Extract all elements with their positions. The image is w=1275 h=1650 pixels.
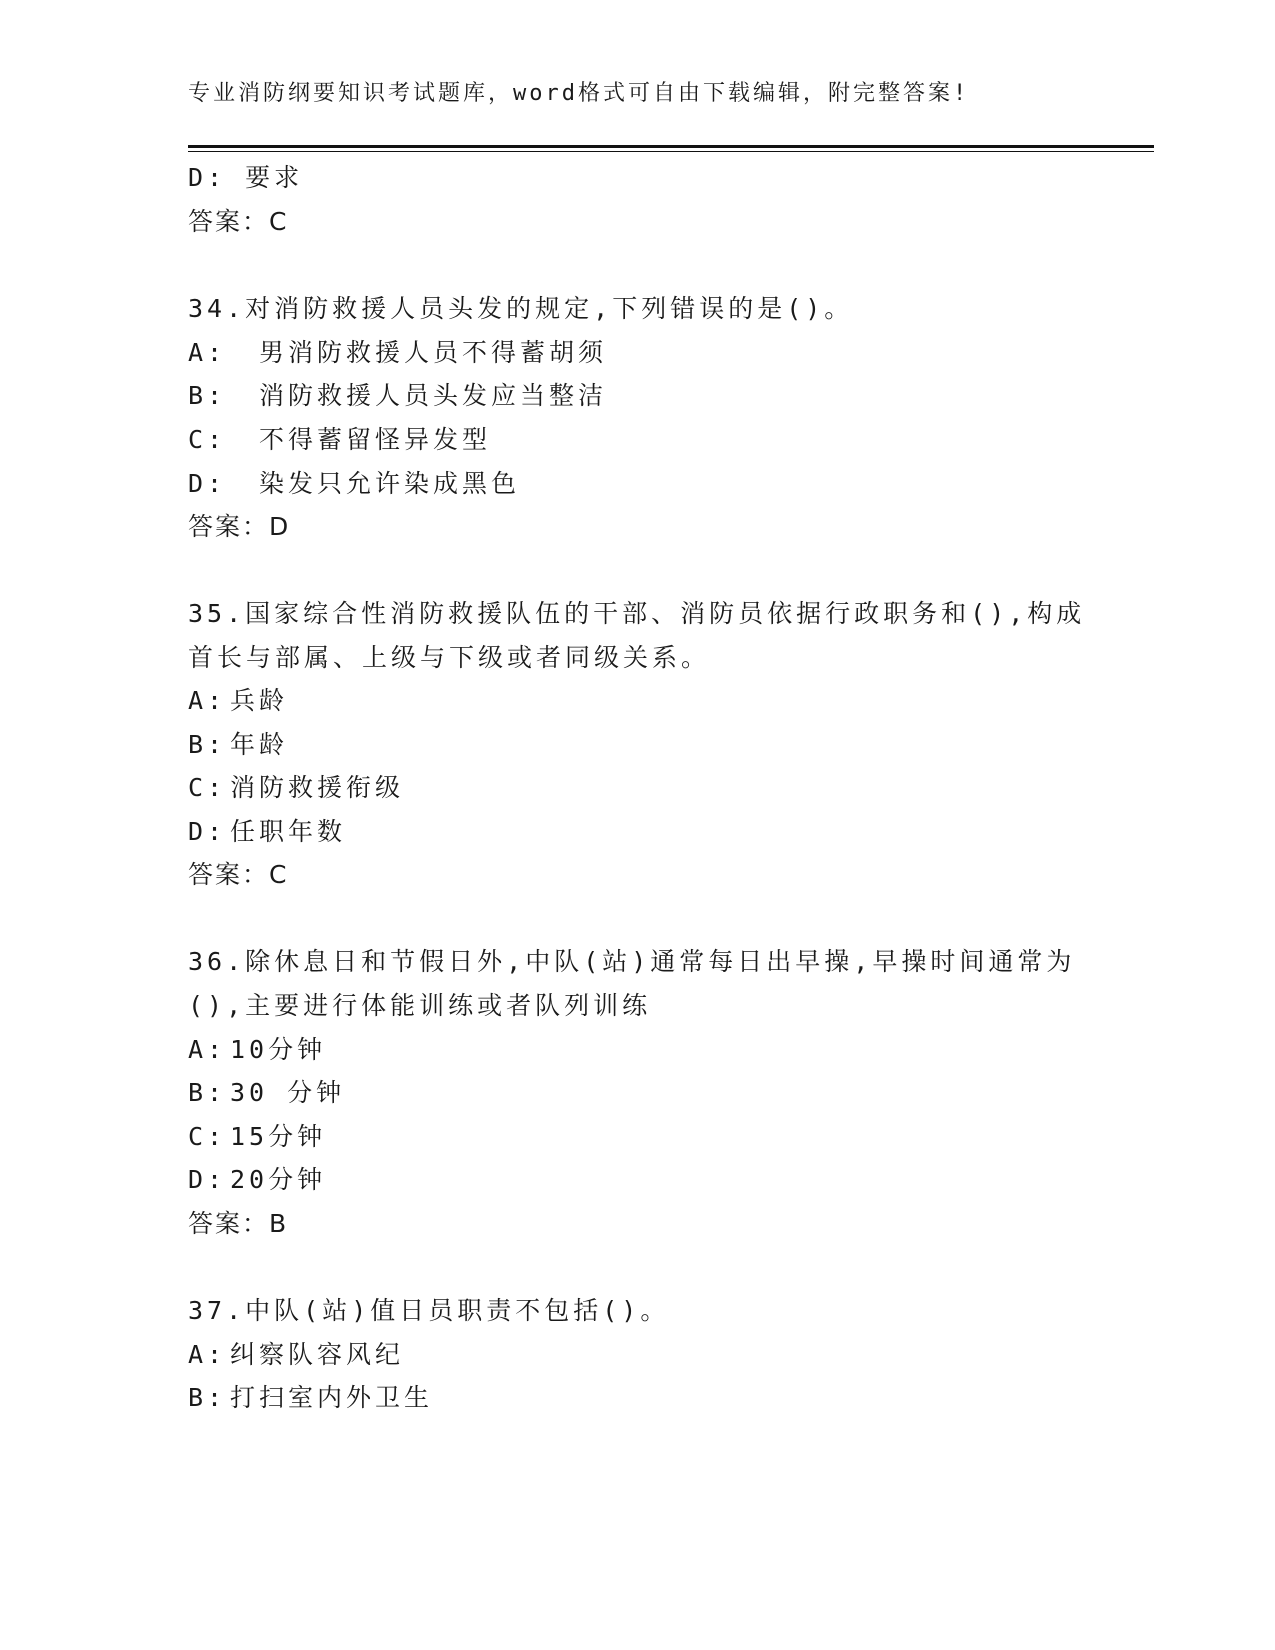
question-36-option-d [188,1163,326,1197]
option-text: 30 分钟 [230,1078,346,1107]
question-36-answer: 答案：B [188,1209,289,1238]
option-label: D: [188,817,227,846]
question-37-stem: 37.中队(站)值日员职责不包括()。 [188,1296,670,1325]
option-label: A: [188,1340,227,1369]
option-label: B: [188,1383,227,1412]
question-34-option-c [188,423,491,457]
question-34-answer: 答案：D [188,512,291,541]
question-36-option-c [188,1120,326,1154]
option-label: A: [188,686,227,715]
page-header: 专业消防纲要知识考试题库，word格式可自由下载编辑，附完整答案! [188,81,970,106]
option-label: C: [188,425,227,454]
answer-line: 答案：C [188,207,289,236]
question-35-option-c [188,771,404,805]
header-rule-thick [188,145,1154,148]
option-text: 消防救援人员头发应当整洁 [240,381,608,410]
option-label: C: [188,773,227,802]
question-36-option-b [188,1076,345,1110]
option-text: 消防救援衔级 [230,773,405,802]
option-text: 男消防救援人员不得蓄胡须 [240,338,608,367]
option-label: C: [188,1122,227,1151]
option-text: 20分钟 [230,1165,327,1194]
option-label: D: [188,163,227,192]
option-text: 15分钟 [230,1122,327,1151]
question-35-stem-line-1: 35.国家综合性消防救援队伍的干部、消防员依据行政职务和(),构成 [188,599,1086,628]
option-text: 不得蓄留怪异发型 [240,425,492,454]
option-label: B: [188,730,227,759]
option-text: 要求 [245,163,304,192]
question-35-option-b [188,728,288,762]
question-36-stem-line-2: (),主要进行体能训练或者队列训练 [188,991,652,1020]
question-37-option-b [188,1381,433,1415]
question-35-stem-line-2: 首长与部属、上级与下级或者同级关系。 [188,643,711,672]
option-label: D: [188,1165,227,1194]
option-label: A: [188,1035,227,1064]
option-label: B: [188,381,227,410]
option-text: 任职年数 [230,817,347,846]
option-d [188,161,303,195]
option-label: A: [188,338,227,367]
header-rule-thin [188,151,1154,152]
question-37-option-a [188,1338,404,1372]
option-text: 染发只允许染成黑色 [240,469,521,498]
question-36-option-a [188,1033,326,1067]
option-text: 年龄 [230,730,289,759]
question-34-stem: 34.对消防救援人员头发的规定,下列错误的是()。 [188,294,854,323]
question-34-option-b [188,379,607,413]
question-35-answer: 答案：C [188,860,289,889]
question-35-option-d [188,815,346,849]
option-text: 打扫室内外卫生 [230,1383,434,1412]
question-35-option-a [188,684,288,718]
option-label: D: [188,469,227,498]
option-text: 兵龄 [230,686,289,715]
question-34-option-d [188,467,520,501]
question-36-stem-line-1: 36.除休息日和节假日外,中队(站)通常每日出早操,早操时间通常为 [188,947,1076,976]
option-text: 纠察队容风纪 [230,1340,405,1369]
question-34-option-a [188,336,607,370]
option-label: B: [188,1078,227,1107]
option-text: 10分钟 [230,1035,327,1064]
